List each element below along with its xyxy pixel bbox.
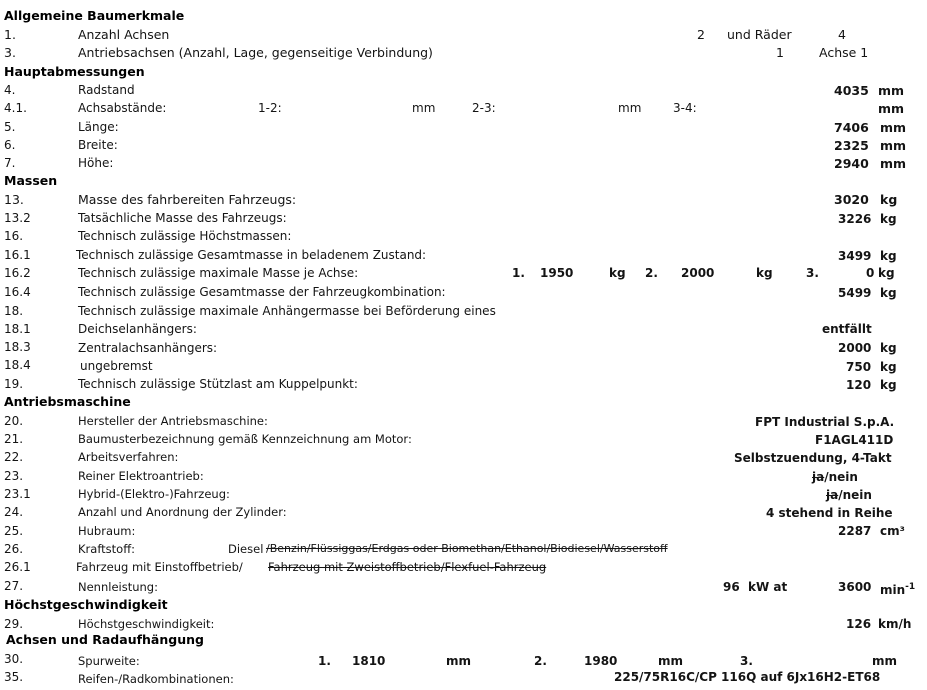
row-18-4-label: ungebremst <box>80 359 153 373</box>
row-16-4-value: 5499 <box>838 286 872 300</box>
row-16-4-number: 16.4 <box>4 285 31 299</box>
row-23-number: 23. <box>4 469 24 483</box>
row-4-value: 4035 <box>834 83 869 98</box>
row-1-label: Anzahl Achsen <box>78 27 170 42</box>
row-35-label: Reifen-/Radkombinationen: <box>78 672 234 686</box>
section-engine-heading: Antriebsmaschine <box>4 394 131 409</box>
row-5-unit: mm <box>880 120 907 135</box>
row-4-unit: mm <box>878 83 905 98</box>
row-19-value: 120 <box>846 378 872 392</box>
row-29-value: 126 <box>846 617 872 631</box>
row-4-1-distance-1-2-unit: mm <box>412 101 436 115</box>
row-23-1-struck-option: ja <box>826 488 839 502</box>
row-20-number: 20. <box>4 414 24 428</box>
row-16-1-label: Technisch zulässige Gesamtmasse in beladenem Zustand: <box>76 248 427 262</box>
row-22-number: 22. <box>4 450 24 464</box>
row-26-number: 26. <box>4 542 24 556</box>
row-16-2-axle-2-value: 2000 <box>681 266 715 280</box>
row-5-label: Länge: <box>78 120 119 134</box>
row-7-label: Höhe: <box>78 156 114 170</box>
row-5-value: 7406 <box>834 120 869 135</box>
row-3-label: Antriebsachsen (Anzahl, Lage, gegenseitige Verbindung) <box>78 45 433 60</box>
row-30-track-1-value: 1810 <box>352 654 386 668</box>
row-27-rpm-unit-base: min <box>880 583 906 597</box>
row-30-track-3-number: 3. <box>740 654 753 668</box>
row-18-4-unit: kg <box>880 360 897 374</box>
row-4-1-distance-1-2-label: 1-2: <box>258 101 282 115</box>
row-22-label: Arbeitsverfahren: <box>78 450 179 464</box>
section-dimensions-heading: Hauptabmessungen <box>4 64 145 79</box>
row-24-number: 24. <box>4 505 24 519</box>
row-7-number: 7. <box>4 156 16 170</box>
row-16-1-number: 16.1 <box>4 248 31 262</box>
row-26-1-label: Fahrzeug mit Einstoffbetrieb/ <box>76 560 243 574</box>
row-30-track-3-unit: mm <box>872 654 898 668</box>
row-18-1-number: 18.1 <box>4 322 31 336</box>
section-axles-heading: Achsen und Radaufhängung <box>6 632 204 647</box>
row-18-3-unit: kg <box>880 341 897 355</box>
row-16-number: 16. <box>4 229 24 243</box>
row-13-2-label: Tatsächliche Masse des Fahrzeugs: <box>78 211 287 225</box>
row-29-number: 29. <box>4 617 24 631</box>
row-29-label: Höchstgeschwindigkeit: <box>78 617 215 631</box>
row-27-rpm-unit <box>880 580 915 597</box>
row-22-value: Selbstzuendung, 4-Takt <box>734 451 892 465</box>
row-21-number: 21. <box>4 432 24 446</box>
row-26-1-struck-options: Fahrzeug mit Zweistoffbetrieb/Flexfuel-Fahrzeug <box>268 560 547 574</box>
row-20-value: FPT Industrial S.p.A. <box>755 415 895 429</box>
row-27-label: Nennleistung: <box>78 580 158 594</box>
row-16-2-number: 16.2 <box>4 266 31 280</box>
row-16-2-axle-2-number: 2. <box>645 266 658 280</box>
row-13-number: 13. <box>4 192 24 207</box>
row-18-3-label: Zentralachsanhängers: <box>78 341 218 355</box>
row-24-value: 4 stehend in Reihe <box>766 506 893 520</box>
row-30-track-1-number: 1. <box>318 654 331 668</box>
row-20-label: Hersteller der Antriebsmaschine: <box>78 414 268 428</box>
section-masses-heading: Massen <box>4 173 58 188</box>
row-26-1-number: 26.1 <box>4 560 31 574</box>
row-1-wheels-value: 4 <box>838 27 846 42</box>
row-24-label: Anzahl und Anordnung der Zylinder: <box>78 505 287 519</box>
row-16-2-label: Technisch zulässige maximale Masse je Achse: <box>78 266 359 280</box>
row-25-value: 2287 <box>838 524 872 538</box>
row-16-2-axle-1-unit: kg <box>609 266 626 280</box>
row-18-4-number: 18.4 <box>4 358 31 372</box>
row-13-label: Masse des fahrbereiten Fahrzeugs: <box>78 192 297 207</box>
row-7-unit: mm <box>880 156 907 171</box>
row-16-2-axle-3-value: 0 <box>866 266 875 280</box>
row-23-struck-option: ja <box>812 470 825 484</box>
row-18-1-label: Deichselanhängers: <box>78 322 197 336</box>
row-13-2-value: 3226 <box>838 212 872 226</box>
row-23-1-label: Hybrid-(Elektro-)Fahrzeug: <box>78 487 230 501</box>
row-18-1-value: entfällt <box>822 322 872 336</box>
row-27-power-value: 96 <box>723 580 740 594</box>
row-13-2-number: 13.2 <box>4 211 31 225</box>
row-16-4-label: Technisch zulässige Gesamtmasse der Fahrzeugkombination: <box>78 285 446 299</box>
row-27-power-unit: kW at <box>748 580 788 594</box>
row-23-label: Reiner Elektroantrieb: <box>78 469 204 483</box>
row-6-number: 6. <box>4 138 16 152</box>
row-16-2-axle-2-unit: kg <box>756 266 773 280</box>
row-30-track-2-value: 1980 <box>584 654 618 668</box>
row-30-number: 30. <box>4 652 24 666</box>
row-25-unit: cm³ <box>880 524 905 538</box>
row-4-number: 4. <box>4 83 16 97</box>
row-16-1-value: 3499 <box>838 249 872 263</box>
row-6-unit: mm <box>880 138 907 153</box>
section-general-heading: Allgemeine Baumerkmale <box>4 8 185 23</box>
row-18-label: Technisch zulässige maximale Anhängermasse bei Beförderung eines <box>78 304 496 318</box>
row-4-1-label: Achsabstände: <box>78 101 167 115</box>
row-18-4-value: 750 <box>846 360 872 374</box>
row-16-4-unit: kg <box>880 286 897 300</box>
row-6-value: 2325 <box>834 138 869 153</box>
row-16-1-unit: kg <box>880 249 897 263</box>
row-5-number: 5. <box>4 120 16 134</box>
row-21-label: Baumusterbezeichnung gemäß Kennzeichnung am Motor: <box>78 432 412 446</box>
row-27-rpm-unit-exponent: -1 <box>905 582 916 592</box>
row-16-2-axle-1-number: 1. <box>512 266 525 280</box>
row-4-1-distance-3-4-unit: mm <box>878 101 905 116</box>
row-16-2-axle-3-unit: kg <box>878 266 895 280</box>
row-3-number: 3. <box>4 45 16 60</box>
row-3-count-value: 1 <box>776 45 784 60</box>
row-1-number: 1. <box>4 27 16 42</box>
row-23-value <box>812 470 858 484</box>
row-16-2-axle-1-value: 1950 <box>540 266 574 280</box>
row-7-value: 2940 <box>834 156 869 171</box>
row-18-number: 18. <box>4 304 24 318</box>
row-13-value: 3020 <box>834 192 869 207</box>
row-4-1-distance-2-3-label: 2-3: <box>472 101 496 115</box>
row-6-label: Breite: <box>78 138 118 152</box>
row-16-label: Technisch zulässige Höchstmassen: <box>78 229 292 243</box>
row-19-unit: kg <box>880 378 897 392</box>
row-35-value: 225/75R16C/CP 116Q auf 6Jx16H2-ET68 <box>614 670 881 684</box>
row-26-label: Kraftstoff: <box>78 542 136 556</box>
row-35-number: 35. <box>4 670 24 684</box>
row-23-1-number: 23.1 <box>4 487 31 501</box>
row-27-number: 27. <box>4 579 24 593</box>
row-13-unit: kg <box>880 192 898 207</box>
row-30-track-2-unit: mm <box>658 654 684 668</box>
row-4-1-number: 4.1. <box>4 101 27 115</box>
row-16-2-axle-3-number: 3. <box>806 266 819 280</box>
row-1-and-wheels-text: und Räder <box>727 27 792 42</box>
row-26-struck-options: /Benzin/Flüssiggas/Erdgas oder Biomethan/Ethanol/Biodiesel/Wasserstoff <box>266 542 668 555</box>
row-21-value: F1AGL411D <box>815 433 894 447</box>
row-30-track-1-unit: mm <box>446 654 472 668</box>
row-23-option: /nein <box>824 470 858 484</box>
row-18-3-number: 18.3 <box>4 340 31 354</box>
row-13-2-unit: kg <box>880 212 897 226</box>
row-4-label: Radstand <box>78 83 135 97</box>
row-25-label: Hubraum: <box>78 524 136 538</box>
row-18-3-value: 2000 <box>838 341 872 355</box>
row-29-unit: km/h <box>878 617 912 631</box>
row-23-1-value <box>826 488 872 502</box>
row-19-label: Technisch zulässige Stützlast am Kuppelpunkt: <box>78 377 358 391</box>
row-3-axle-value: Achse 1 <box>819 45 869 60</box>
row-19-number: 19. <box>4 377 24 391</box>
row-26-value: Diesel <box>228 542 264 556</box>
row-4-1-distance-2-3-unit: mm <box>618 101 642 115</box>
row-30-track-2-number: 2. <box>534 654 547 668</box>
row-1-axles-value: 2 <box>697 27 705 42</box>
row-30-label: Spurweite: <box>78 654 140 668</box>
row-23-1-option: /nein <box>838 488 872 502</box>
section-speed-heading: Höchstgeschwindigkeit <box>4 597 168 612</box>
row-25-number: 25. <box>4 524 24 538</box>
row-4-1-distance-3-4-label: 3-4: <box>673 101 697 115</box>
row-27-rpm-value: 3600 <box>838 580 872 594</box>
